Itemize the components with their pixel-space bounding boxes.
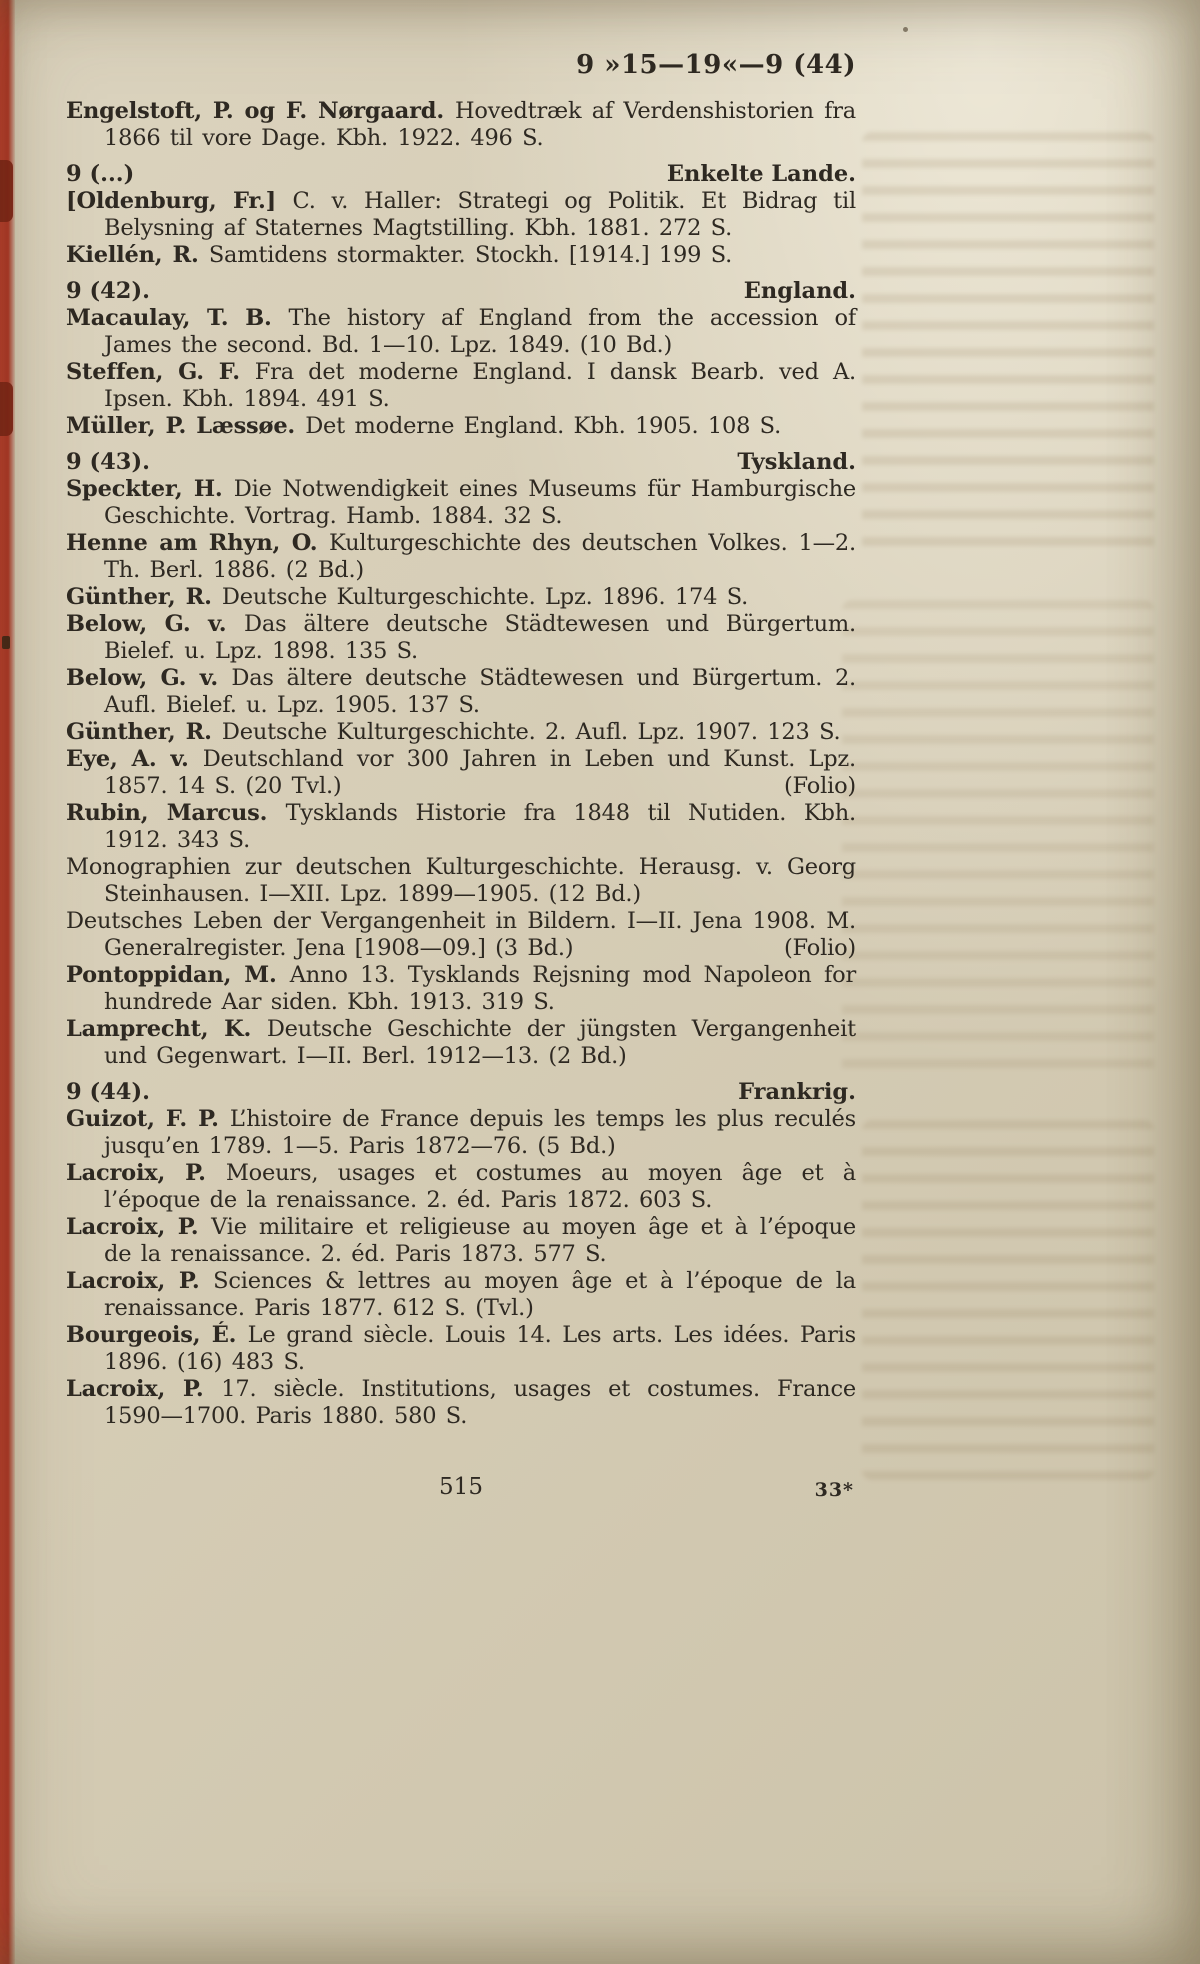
entry-text: Fra det moderne England. I dansk Bearb. ved A. Ipsen. Kbh. 1894. 491 S. (104, 359, 856, 412)
bibliography-entry (66, 305, 856, 359)
bibliography-entry (66, 242, 856, 269)
entry-author: Bourgeois, É. (66, 1322, 248, 1348)
entry-text: Deutsches Leben der Vergangenheit in Bildern. I—II. Jena 1908. M. Generalregister. Jena [1908—09.] (3 Bd.) (66, 908, 856, 961)
entry-author: [Oldenburg, Fr.] (66, 188, 293, 214)
entry-author: Henne am Rhyn, O. (66, 530, 330, 556)
entry-text: The history af England from the accession of James the second. Bd. 1—10. Lpz. 1849. (10 Bd.) (104, 305, 856, 358)
bibliography-entry (66, 719, 856, 746)
entry-author: Günther, R. (66, 584, 222, 610)
page-number: 515 (439, 1474, 483, 1500)
entry-text: Sciences & lettres au moyen âge et à l’époque de la renaissance. Paris 1877. 612 S. (Tvl.) (104, 1268, 856, 1321)
entry-author: Lacroix, P. (66, 1268, 214, 1294)
entry-author: Engelstoft, P. og F. Nørgaard. (66, 98, 455, 124)
entry-author: Rubin, Marcus. (66, 800, 286, 826)
bibliography-list (66, 98, 856, 1430)
entry-text: Das ältere deutsche Städtewesen und Bürgertum. 2. Aufl. Bielef. u. Lpz. 1905. 137 S. (104, 665, 857, 718)
page-showthrough (842, 600, 1154, 1080)
entry-author: Eye, A. v. (66, 746, 203, 772)
bibliography-entry (66, 476, 856, 530)
section-title: Tyskland. (737, 449, 856, 475)
bibliography-entry (66, 1214, 856, 1268)
bibliography-entry (66, 188, 856, 242)
bibliography-entry (66, 413, 856, 440)
entry-author: Macaulay, T. B. (66, 305, 289, 331)
bibliography-entry (66, 1106, 856, 1160)
bibliography-entry (66, 1322, 856, 1376)
ink-speck (903, 27, 908, 32)
section-number: 9 (42). (66, 278, 150, 304)
page-showthrough (862, 132, 1154, 562)
entry-text: Deutsche Kulturgeschichte. 2. Aufl. Lpz. 1907. 123 S. (221, 719, 841, 745)
section-title: Enkelte Lande. (666, 161, 856, 187)
bibliography-entry (66, 611, 856, 665)
entry-text: Die Notwendigkeit eines Museums für Hamburgische Geschichte. Vortrag. Hamb. 1884. 32 S. (104, 476, 856, 529)
entry-text: Det moderne England. Kbh. 1905. 108 S. (305, 413, 782, 439)
bibliography-entry (66, 800, 856, 854)
page-footer (66, 1474, 856, 1506)
entry-text: 17. siècle. Institutions, usages et costumes. France 1590—1700. Paris 1880. 580 S. (104, 1376, 856, 1429)
entry-text: Deutschland vor 300 Jahren in Leben und Kunst. Lpz. 1857. 14 S. (20 Tvl.) (104, 746, 857, 799)
ink-speck (2, 636, 10, 649)
entry-author: Lacroix, P. (66, 1376, 222, 1402)
entry-author: Pontoppidan, M. (66, 962, 290, 988)
red-edge-mark (0, 382, 13, 436)
red-edge-mark (0, 160, 13, 222)
bibliography-entry (66, 746, 856, 800)
entry-text: Vie militaire et religieuse au moyen âge et à l’époque de la renaissance. 2. éd. Paris 1873. 577 S. (104, 1214, 856, 1267)
entry-text: Monographien zur deutschen Kulturgeschichte. Herausg. v. Georg Steinhausen. I—XII. Lpz. 1899—1905. (12 Bd.) (66, 854, 856, 907)
entry-author: Kiellén, R. (66, 242, 209, 268)
section-number: 9 (44). (66, 1079, 150, 1105)
entry-author: Speckter, H. (66, 476, 234, 502)
running-header: 9 »15—19«—9 (44) (576, 50, 856, 80)
entry-author: Günther, R. (66, 719, 222, 745)
bibliography-entry (66, 1376, 856, 1430)
section-title: Frankrig. (738, 1079, 856, 1105)
entry-author: Below, G. v. (66, 665, 232, 691)
entry-author: Müller, P. Læssøe. (66, 413, 306, 439)
entry-text: C. v. Haller: Strategi og Politik. Et Bidrag til Belysning af Staternes Magtstilling. Kbh. 1881. 272 S. (104, 188, 856, 241)
page-showthrough (862, 1120, 1154, 1480)
bibliography-entry (66, 854, 856, 908)
section-title: England. (743, 278, 856, 304)
bibliography-entry (66, 665, 856, 719)
section-heading (66, 449, 856, 476)
section-number: 9 (...) (66, 161, 135, 187)
bibliography-entry (66, 908, 856, 962)
section-heading (66, 278, 856, 305)
entry-text: Moeurs, usages et costumes au moyen âge et à l’époque de la renaissance. 2. éd. Paris 1872. 603 S. (104, 1160, 856, 1213)
bibliography-entry (66, 962, 856, 1016)
entry-author: Guizot, F. P. (66, 1106, 230, 1132)
book-edge-red-stripe (0, 0, 15, 1964)
entry-text: Samtidens stormakter. Stockh. [1914.] 199 S. (208, 242, 733, 268)
entry-author: Steffen, G. F. (66, 359, 255, 385)
entry-text: Deutsche Geschichte der jüngsten Vergangenheit und Gegenwart. I—II. Berl. 1912—13. (2 Bd.) (104, 1016, 856, 1069)
entry-author: Below, G. v. (66, 611, 245, 637)
entry-text: Tysklands Historie fra 1848 til Nutiden. Kbh. 1912. 343 S. (104, 800, 856, 853)
entry-text: Le grand siècle. Louis 14. Les arts. Les idées. Paris 1896. (16) 483 S. (104, 1322, 856, 1375)
entry-text: Das ältere deutsche Städtewesen und Bürgertum. Bielef. u. Lpz. 1898. 135 S. (104, 611, 856, 664)
bibliography-entry (66, 530, 856, 584)
bibliography-entry (66, 98, 856, 152)
bibliography-entry (66, 1268, 856, 1322)
entry-author: Lacroix, P. (66, 1214, 212, 1240)
section-heading (66, 1079, 856, 1106)
entry-text: Anno 13. Tysklands Rejsning mod Napoleon for hundrede Aar siden. Kbh. 1913. 319 S. (104, 962, 856, 1015)
bibliography-entry (66, 1160, 856, 1214)
bibliography-entry (66, 359, 856, 413)
text-block (66, 50, 856, 1430)
bibliography-entry (66, 1016, 856, 1070)
section-number: 9 (43). (66, 449, 150, 475)
entry-author: Lamprecht, K. (66, 1016, 267, 1042)
entry-format-note: (Folio) (783, 935, 856, 961)
entry-text: L’histoire de France depuis les temps les plus reculés jusqu’en 1789. 1—5. Paris 1872—76. (5 Bd.) (104, 1106, 856, 1159)
signature-mark: 33* (814, 1479, 854, 1501)
entry-text: Hovedtræk af Verdenshistorien fra 1866 til vore Dage. Kbh. 1922. 496 S. (104, 98, 857, 151)
entry-text: Deutsche Kulturgeschichte. Lpz. 1896. 174 S. (221, 584, 749, 610)
section-heading (66, 161, 856, 188)
entry-format-note: (Folio) (783, 773, 856, 799)
bibliography-entry (66, 584, 856, 611)
entry-text: Kulturgeschichte des deutschen Volkes. 1—2. Th. Berl. 1886. (2 Bd.) (104, 530, 856, 583)
entry-author: Lacroix, P. (66, 1160, 226, 1186)
